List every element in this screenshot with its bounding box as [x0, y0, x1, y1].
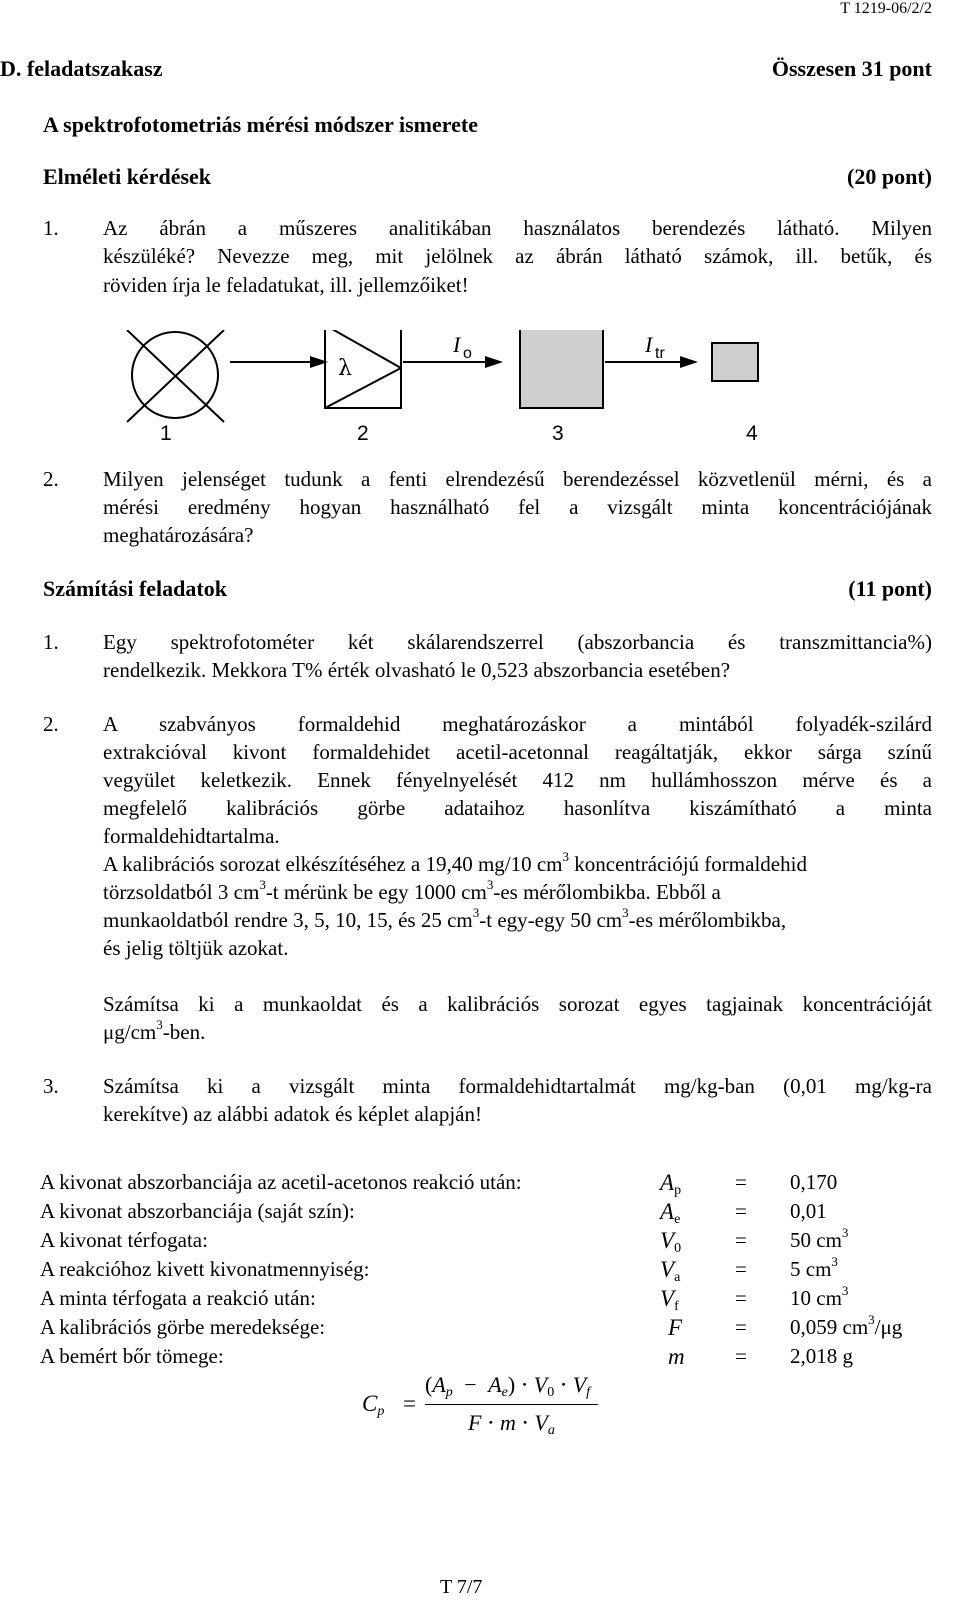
- v0-sub: 0: [547, 1385, 555, 1400]
- symbol-main: m: [668, 1344, 685, 1369]
- ap-sub: p: [445, 1385, 453, 1400]
- row-value: [790, 1225, 849, 1253]
- va-symbol: V: [534, 1410, 548, 1435]
- ap-symbol: A: [432, 1372, 446, 1397]
- table-row: [40, 1312, 920, 1345]
- lhs-symbol: C: [362, 1391, 378, 1416]
- symbol-main: V: [660, 1286, 675, 1311]
- c2-line-1: A szabványos formaldehid meghatározáskor a mintából folyadék-szilárd: [103, 712, 932, 736]
- symbol-main: A: [660, 1199, 675, 1224]
- q1-line-3: röviden írja le feladatukat, ill. jellemzőiket!: [103, 273, 469, 297]
- ae-sub: e: [501, 1385, 508, 1400]
- minus-sign: −: [464, 1372, 477, 1397]
- row-symbol: [660, 1286, 679, 1312]
- c2-p2-l3a: munkaoldatból rendre 3, 5, 10, 15, és 25 cm: [103, 908, 473, 932]
- itr-label: I: [645, 332, 653, 357]
- c1-number: 1.: [43, 630, 59, 654]
- row-equals: =: [735, 1170, 747, 1194]
- q1-line-2: készüléké? Nevezze meg, mit jelölnek az ábrán látható számok, ill. betűk, és: [103, 244, 932, 268]
- ae-symbol: A: [488, 1372, 502, 1397]
- section-total: Összesen 31 pont: [771, 56, 932, 81]
- va-sub: a: [547, 1423, 555, 1438]
- beam-arrow-2: [403, 356, 503, 368]
- symbol-main: V: [660, 1257, 675, 1282]
- cube-sup: 3: [486, 877, 494, 892]
- c2-p2-line-3: [103, 905, 932, 933]
- row-equals: =: [735, 1315, 747, 1339]
- table-row: [40, 1225, 920, 1258]
- c2-p2-line-2: [103, 877, 932, 905]
- c2-p2-line-4: és jelig töltjük azokat.: [103, 936, 289, 960]
- c2-number: 2.: [43, 712, 59, 736]
- c2-p3-line-2: [103, 1017, 206, 1045]
- q1-number: 1.: [43, 216, 59, 240]
- row-value: 0,01: [790, 1199, 827, 1223]
- c1-line-1: Egy spektrofotométer két skálarendszerrel (abszorbancia és transzmittancia%): [103, 630, 932, 654]
- beam-arrow-3: [605, 356, 698, 368]
- row-value: 0,170: [790, 1170, 838, 1194]
- c2-p2-l1a: A kalibrációs sorozat elkészítéséhez a 19,40 mg/10 cm: [103, 852, 563, 876]
- q2-line-2: mérési eredmény hogyan használható fel a vizsgált minta koncentrációjának: [103, 495, 932, 519]
- calc-points: (11 pont): [848, 576, 932, 601]
- formula-denominator: [468, 1410, 555, 1436]
- row-equals: =: [735, 1344, 747, 1368]
- table-row: [40, 1344, 920, 1374]
- unit-sup: 3: [841, 1283, 849, 1298]
- unit-sup: 3: [831, 1254, 838, 1269]
- diagram-number-1: 1: [160, 422, 172, 445]
- formula-numerator: [425, 1372, 590, 1398]
- row-label: A kivonat térfogata:: [40, 1228, 208, 1252]
- v0-symbol: V: [533, 1372, 548, 1397]
- theory-points: (20 pont): [847, 164, 932, 189]
- symbol-main: V: [660, 1228, 675, 1253]
- c2-p3-line-1: Számítsa ki a munkaoldat és a kalibrációs sorozat egyes tagjainak koncentrációját: [103, 992, 932, 1016]
- row-equals: =: [735, 1228, 747, 1252]
- formula-lhs: [362, 1391, 384, 1417]
- value-text: 5 cm: [790, 1257, 832, 1281]
- c2-p3-l2a: μg/cm: [103, 1020, 157, 1044]
- symbol-sub: 0: [674, 1241, 682, 1256]
- row-label: A kivonat abszorbanciája (saját szín):: [40, 1199, 355, 1223]
- c3-number: 3.: [43, 1074, 59, 1098]
- value-text: 10 cm: [790, 1286, 842, 1310]
- c2-p2-l2a: törzsoldatból 3 cm: [103, 880, 260, 904]
- q1-line-1: Az ábrán a műszeres analitikában használatos berendezés látható. Milyen: [103, 216, 932, 240]
- cube-sup: 3: [156, 1017, 163, 1032]
- symbol-sub: f: [674, 1299, 679, 1314]
- dot-operator: ⋅: [521, 1410, 529, 1435]
- calc-title: Számítási feladatok: [43, 576, 227, 601]
- cube-sup: 3: [259, 877, 266, 892]
- symbol-main: A: [660, 1170, 675, 1195]
- row-symbol: [660, 1170, 681, 1196]
- table-row: [40, 1283, 920, 1316]
- c2-line-2: extrakcióval kivont formaldehidet acetil-acetonnal reagáltatják, ekkor sárga színű: [103, 740, 932, 764]
- spectrophotometer-diagram: [120, 330, 760, 460]
- row-value: [790, 1254, 838, 1282]
- f-symbol: F: [468, 1410, 482, 1435]
- row-value: [790, 1283, 849, 1311]
- q2-line-1: Milyen jelenséget tudunk a fenti elrendezésű berendezéssel közvetlenül mérni, és a: [103, 467, 932, 491]
- row-equals: =: [735, 1286, 747, 1310]
- cube-sup: 3: [472, 905, 480, 920]
- dot-operator: ⋅: [486, 1410, 495, 1435]
- row-symbol: [660, 1228, 681, 1254]
- vf-symbol: V: [572, 1372, 587, 1397]
- c3-line-2: kerekítve) az alábbi adatok és képlet alapján!: [103, 1102, 482, 1126]
- lambda-label: λ: [338, 356, 352, 381]
- itr-sub-label: tr: [655, 345, 665, 362]
- c2-p3-l2b: -ben.: [162, 1020, 206, 1044]
- lhs-sub: p: [377, 1404, 385, 1419]
- row-label: A kalibrációs görbe meredeksége:: [40, 1315, 326, 1339]
- fraction-bar: [425, 1404, 598, 1405]
- page-number: T 7/7: [440, 1576, 483, 1598]
- q2-number: 2.: [43, 467, 59, 491]
- dot-operator: ⋅: [559, 1372, 568, 1397]
- unit-sup: 3: [841, 1225, 849, 1240]
- section-subtitle: A spektrofotometriás mérési módszer ismerete: [43, 112, 478, 137]
- c2-p2-l2b: -t mérünk be egy 1000 cm: [265, 880, 487, 904]
- row-symbol: [668, 1344, 685, 1370]
- row-label: A minta térfogata a reakció után:: [40, 1286, 316, 1310]
- symbol-sub: p: [674, 1183, 682, 1198]
- formula-equals: =: [403, 1391, 416, 1416]
- detector-box: [712, 343, 758, 381]
- monochromator-box: [325, 330, 401, 408]
- row-equals: =: [735, 1257, 747, 1281]
- value-tail: /μg: [874, 1315, 903, 1339]
- close-paren: ): [507, 1372, 516, 1397]
- row-symbol: [660, 1199, 680, 1225]
- sample-cuvette: [520, 330, 603, 408]
- i0-label: I: [453, 332, 461, 357]
- table-row: [40, 1199, 920, 1229]
- vf-sub: f: [586, 1385, 591, 1400]
- c2-line-3: vegyület keletkezik. Ennek fényelnyelését 412 nm hullámhosszon mérve és a: [103, 768, 932, 792]
- row-value: 2,018 g: [790, 1344, 853, 1368]
- dot-operator: ⋅: [520, 1372, 529, 1397]
- row-equals: =: [735, 1199, 747, 1223]
- row-symbol: [660, 1257, 680, 1283]
- c2-line-5: formaldehidtartalma.: [103, 824, 280, 848]
- value-text: 50 cm: [790, 1228, 842, 1252]
- document-code: T 1219-06/2/2: [840, 0, 932, 17]
- symbol-sub: a: [674, 1270, 681, 1285]
- row-label: A kivonat abszorbanciája az acetil-acetonos reakció után:: [40, 1170, 522, 1194]
- diagram-number-2: 2: [357, 422, 369, 445]
- c1-line-2: rendelkezik. Mekkora T% érték olvasható le 0,523 abszorbancia esetében?: [103, 658, 731, 682]
- row-label: A reakcióhoz kivett kivonatmennyiség:: [40, 1257, 370, 1281]
- c2-p2-l3b: -t egy-egy 50 cm: [479, 908, 623, 932]
- c2-line-4: megfelelő kalibrációs görbe adataihoz hasonlítva kiszámítható a minta: [103, 796, 932, 820]
- q2-line-3: meghatározására?: [103, 523, 254, 547]
- diagram-number-3: 3: [552, 422, 564, 445]
- cube-sup: 3: [562, 849, 570, 864]
- table-row: [40, 1170, 920, 1200]
- row-value: [790, 1312, 903, 1340]
- symbol-main: F: [668, 1315, 683, 1340]
- m-symbol: m: [499, 1410, 516, 1435]
- light-source-icon: [127, 330, 224, 422]
- c3-line-1: Számítsa ki a vizsgált minta formaldehidtartalmát mg/kg-ban (0,01 mg/kg-ra: [103, 1074, 932, 1098]
- theory-title: Elméleti kérdések: [43, 164, 212, 189]
- diagram-number-4: 4: [746, 422, 758, 445]
- section-title: D. feladatszakasz: [0, 56, 163, 81]
- row-symbol: [668, 1315, 682, 1341]
- table-row: [40, 1254, 920, 1287]
- c2-p2-line-1: [103, 849, 932, 877]
- symbol-sub: e: [674, 1212, 681, 1227]
- cube-sup: 3: [622, 905, 629, 920]
- row-label: A bemért bőr tömege:: [40, 1344, 224, 1368]
- open-paren: (: [425, 1372, 433, 1397]
- i0-sub-label: o: [463, 345, 472, 362]
- c2-p2-l3c: -es mérőlombikba,: [628, 908, 787, 932]
- c2-p2-l2c: -es mérőlombikba. Ebből a: [493, 880, 721, 904]
- value-text: 0,059 cm: [790, 1315, 869, 1339]
- unit-sup: 3: [868, 1312, 875, 1327]
- beam-arrow-1: [230, 356, 328, 368]
- c2-p2-l1b: koncentrációjú formaldehid: [569, 852, 807, 876]
